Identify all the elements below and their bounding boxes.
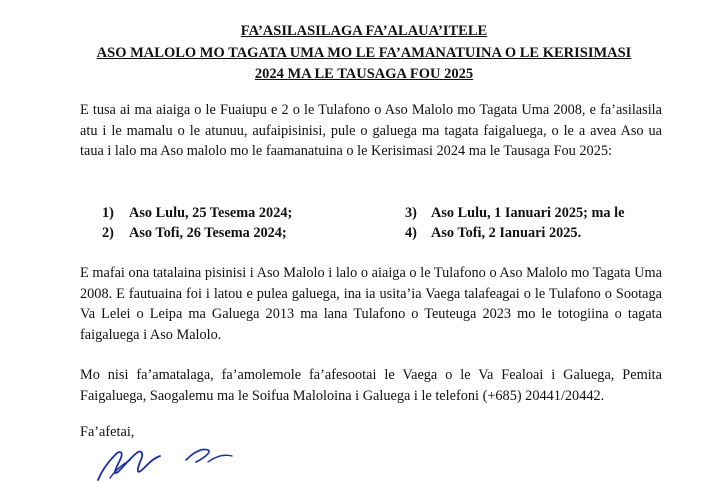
holiday-item-1 — [102, 204, 292, 222]
notice-title: FA’ASILASILAGA FA’ALAUA’ITELE — [240, 23, 488, 39]
body-paragraph: E mafai ona tatalaina pisinisi i Aso Malolo i lalo o aiaiga o le Tulafono o Aso Malolo mo Tagata Uma 2008. E fautuaina foi i latou e pulea galuega, ina ia usita’ia Vaega talafeagai o le Tulafono o Sootaga Va Lelei o Leipa ma Galuega 2013 ma lana Tulafono o Teuteuga 2023 mo le totogiina o tagata faigaluega i Aso Malolo. — [80, 265, 662, 343]
holiday-text: Aso Tofi, 2 Ianuari 2025. — [431, 225, 582, 241]
notice-subtitle-line1: ASO MALOLO MO TAGATA UMA MO LE FA’AMANATUINA O LE KERISIMASI — [96, 45, 632, 61]
signature-image — [90, 432, 270, 482]
holiday-text: Aso Lulu, 25 Tesema 2024; — [129, 205, 293, 221]
holiday-item-4 — [405, 224, 581, 242]
holiday-number: 4) — [405, 225, 417, 241]
closing-text: Fa’afetai, — [80, 424, 135, 440]
notice-subtitle-line2: 2024 MA LE TAUSAGA FOU 2025 — [254, 66, 474, 82]
holiday-text: Aso Lulu, 1 Ianuari 2025; ma le — [431, 205, 625, 221]
holiday-item-3 — [405, 204, 624, 222]
holiday-number: 3) — [405, 205, 417, 221]
holiday-item-2 — [102, 224, 287, 242]
contact-paragraph: Mo nisi fa’amatalaga, fa’amolemole fa’afesootai le Vaega o le Va Fealoai i Galuega, Pemita Faigaluega, Saogalemu ma le Soifua Maloloina i Galuega i le telefoni (+685) 20441/20442. — [80, 367, 662, 404]
holiday-number: 1) — [102, 205, 114, 221]
holiday-number: 2) — [102, 225, 114, 241]
holiday-text: Aso Tofi, 26 Tesema 2024; — [129, 225, 287, 241]
intro-paragraph: E tusa ai ma aiaiga o le Fuaiupu e 2 o le Tulafono o Aso Malolo mo Tagata Uma 2008, e fa’asilasila atu i le mamalu o le atunuu, aufaipisinisi, pule o galuega ma tagata faigaluega, o le a avea Aso ua taua i lalo ma Aso malolo mo le faamanatuina o le Kerisimasi 2024 ma le Tausaga Fou 2025: — [80, 102, 662, 159]
